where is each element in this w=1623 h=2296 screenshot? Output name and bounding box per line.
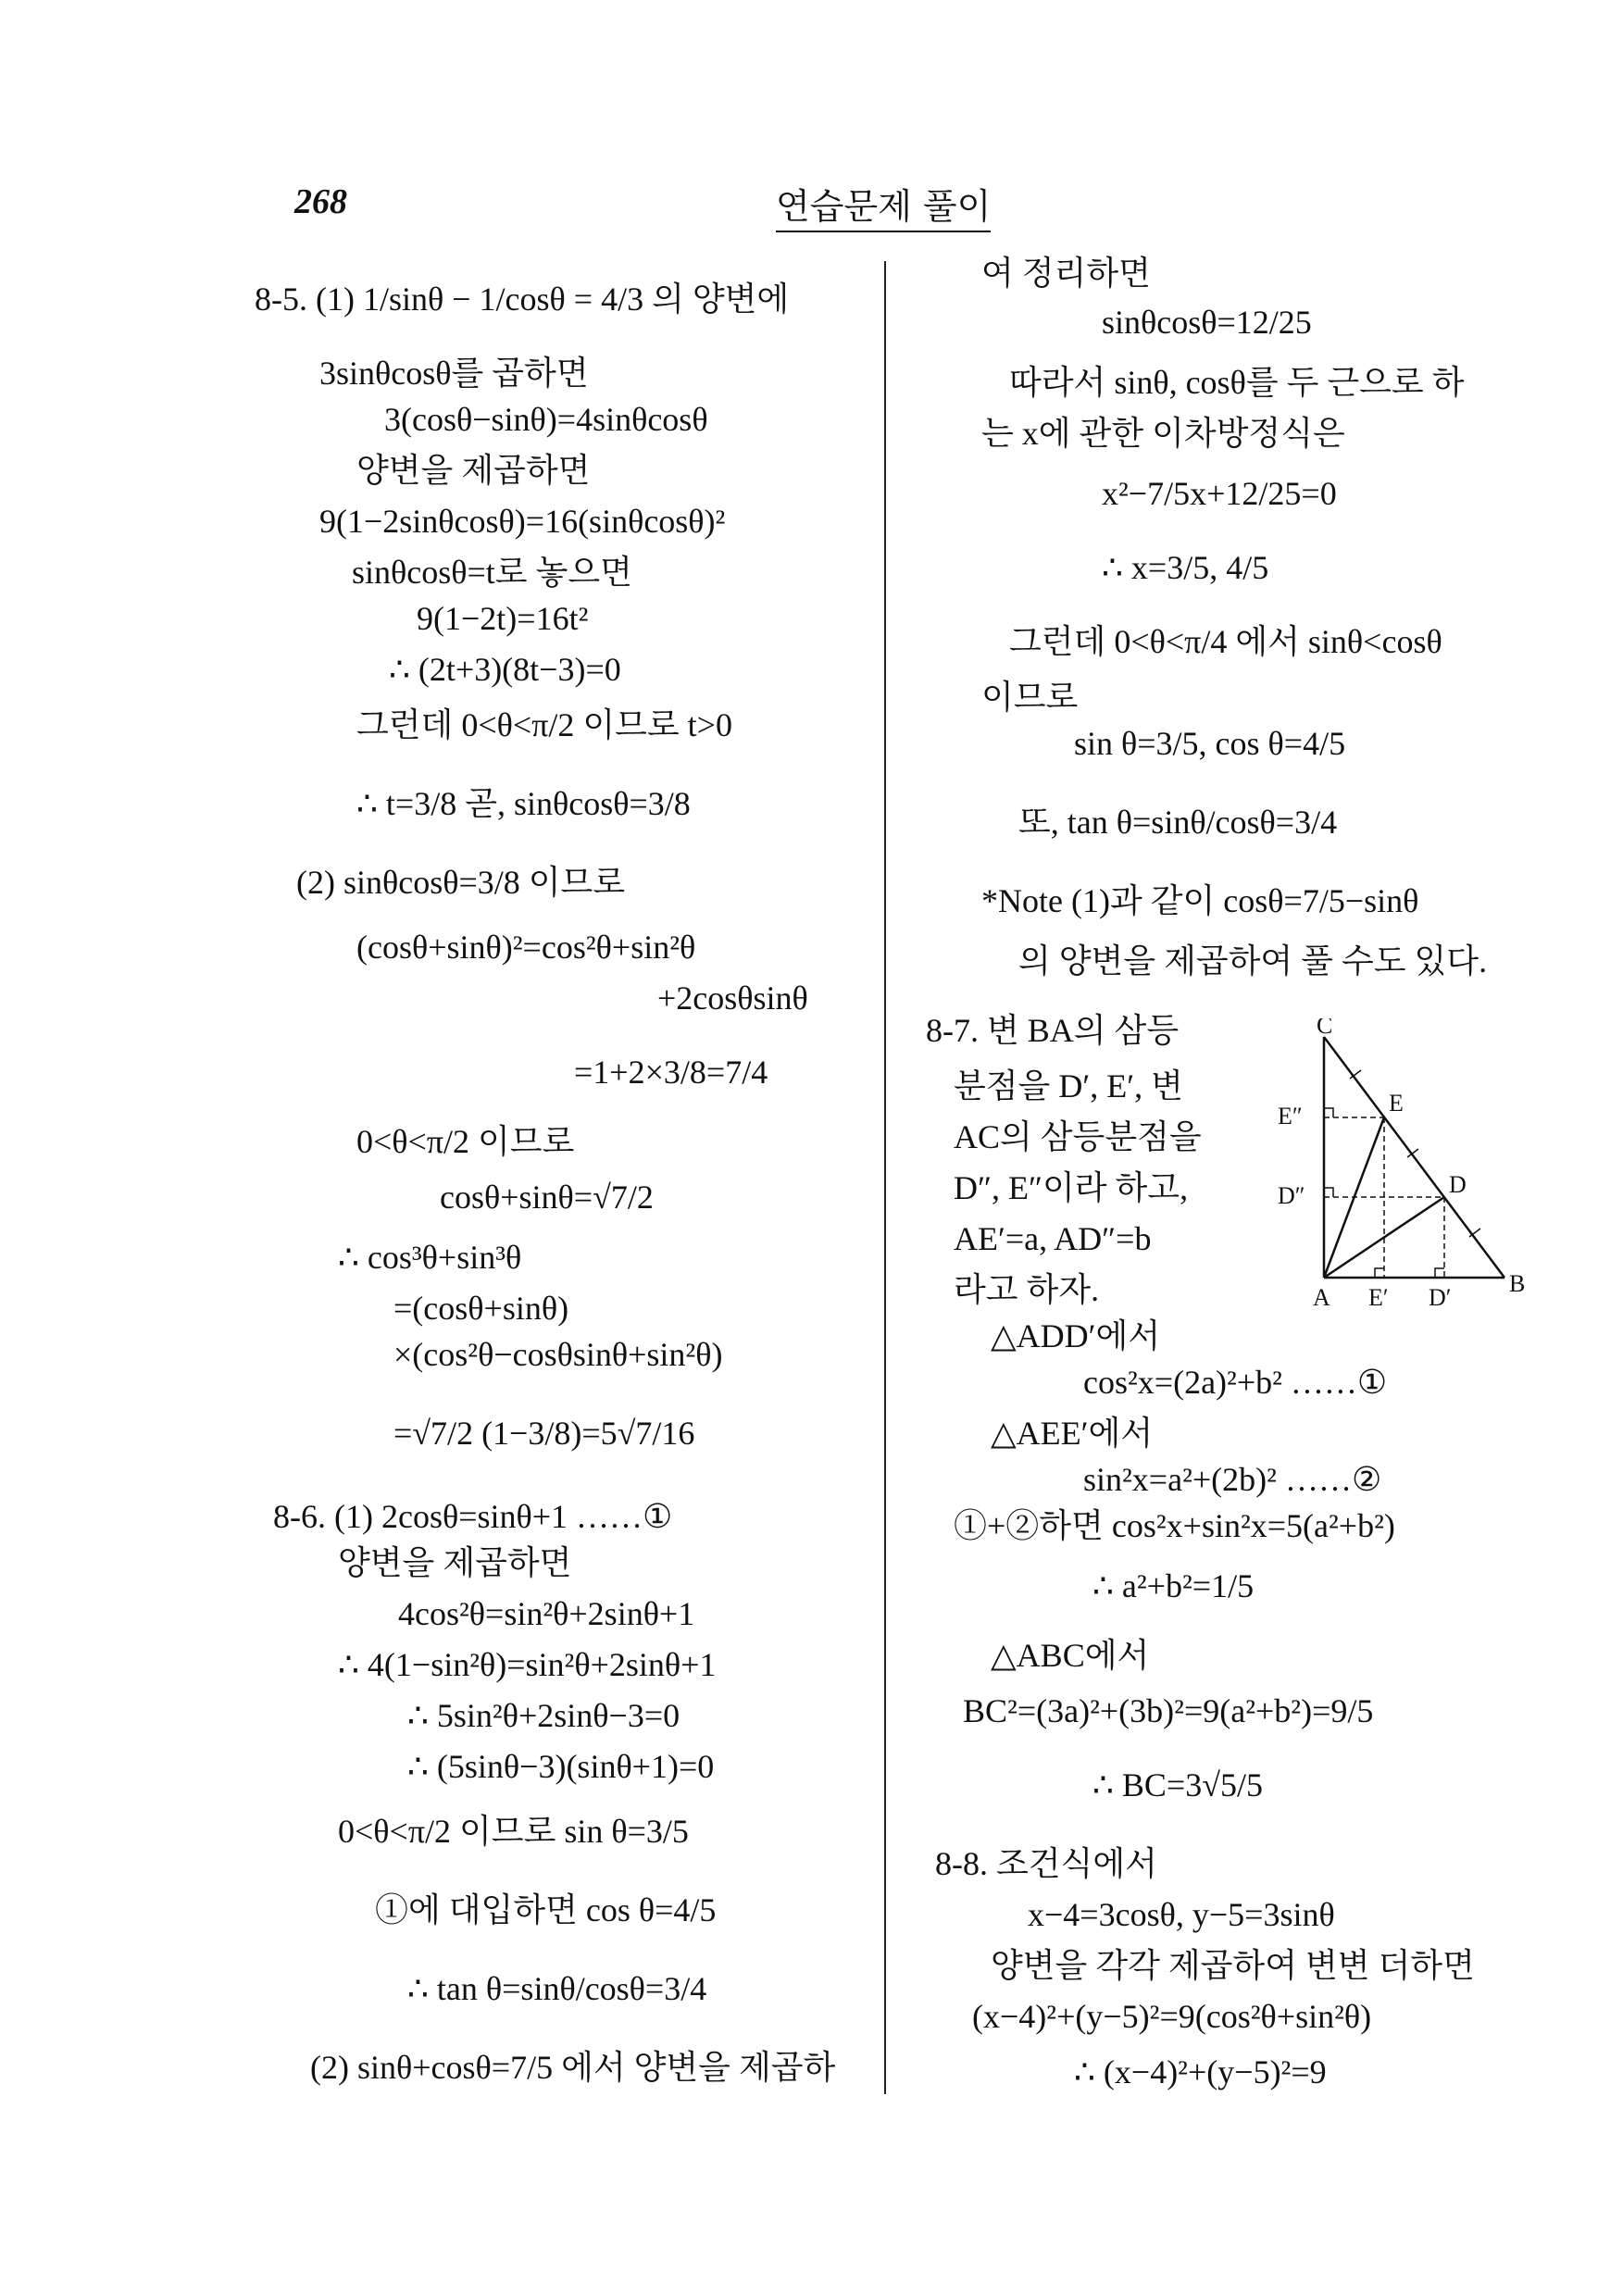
text-line: 0<θ<π/2 이므로 xyxy=(356,1123,575,1160)
text-line: 9(1−2sinθcosθ)=16(sinθcosθ)² xyxy=(319,503,726,540)
text-line: △ABC에서 xyxy=(991,1637,1150,1674)
text-line: (x−4)²+(y−5)²=9(cos²θ+sin²θ) xyxy=(972,1998,1372,2035)
text-line: ∴ (2t+3)(8t−3)=0 xyxy=(389,651,621,688)
text-line: 또, tan θ=sinθ/cosθ=3/4 xyxy=(1018,804,1338,841)
text-line: 양변을 제곱하면 xyxy=(356,452,591,489)
text-line: (2) sinθcosθ=3/8 이므로 xyxy=(296,864,626,901)
text-line: sin θ=3/5, cos θ=4/5 xyxy=(1074,725,1346,762)
text-line: 라고 하자. xyxy=(954,1271,1100,1308)
segment-ad xyxy=(1324,1197,1444,1278)
text-line: 9(1−2t)=16t² xyxy=(417,600,589,637)
text-line: cosθ+sinθ=√7/2 xyxy=(440,1179,654,1216)
text-line: =√7/2 (1−3/8)=5√7/16 xyxy=(393,1415,695,1452)
text-line: 3sinθcosθ를 곱하면 xyxy=(319,355,589,392)
text-line: ∴ (5sinθ−3)(sinθ+1)=0 xyxy=(407,1748,715,1785)
column-divider xyxy=(884,261,886,2094)
label-d: D xyxy=(1449,1171,1467,1198)
text-line: =1+2×3/8=7/4 xyxy=(574,1054,768,1091)
text-line: sin²x=a²+(2b)² ……② xyxy=(1083,1461,1382,1498)
triangle-figure xyxy=(1278,1018,1565,1315)
text-line: *Note (1)과 같이 cosθ=7/5−sinθ xyxy=(981,882,1419,919)
text-line: 이므로 xyxy=(981,679,1079,716)
text-line: AC의 삼등분점을 xyxy=(954,1118,1202,1155)
text-line: cos²x=(2a)²+b² ……① xyxy=(1083,1364,1388,1401)
text-line: ①+②하면 cos²x+sin²x=5(a²+b²) xyxy=(954,1507,1395,1544)
text-line: ∴ cos³θ+sin³θ xyxy=(338,1239,522,1276)
text-line: 8-5. (1) 1/sinθ − 1/cosθ = 4/3 의 양변에 xyxy=(255,281,790,318)
text-line: ∴ 4(1−sin²θ)=sin²θ+2sinθ+1 xyxy=(338,1646,717,1683)
text-line: 분점을 D′, E′, 변 xyxy=(954,1067,1183,1104)
text-line: 양변을 각각 제곱하여 변변 더하면 xyxy=(991,1947,1475,1984)
text-line: =(cosθ+sinθ) xyxy=(393,1290,569,1327)
label-a: A xyxy=(1313,1284,1330,1311)
text-line: 양변을 제곱하면 xyxy=(338,1544,572,1581)
text-line: x−4=3cosθ, y−5=3sinθ xyxy=(1028,1896,1335,1933)
text-line: 따라서 sinθ, cosθ를 두 근으로 하 xyxy=(1009,364,1465,401)
label-e1: E′ xyxy=(1368,1284,1389,1311)
label-c: C xyxy=(1317,1018,1333,1039)
text-line: ∴ tan θ=sinθ/cosθ=3/4 xyxy=(407,1970,707,2007)
text-line: (cosθ+sinθ)²=cos²θ+sin²θ xyxy=(356,929,696,966)
text-line: BC²=(3a)²+(3b)²=9(a²+b²)=9/5 xyxy=(963,1692,1374,1729)
text-line: x²−7/5x+12/25=0 xyxy=(1102,475,1337,512)
text-line: sinθcosθ=t로 놓으면 xyxy=(352,554,632,591)
text-line: 여 정리하면 xyxy=(981,255,1151,292)
label-d1: D′ xyxy=(1429,1284,1452,1311)
text-line: 는 x에 관한 이차방정식은 xyxy=(981,415,1345,452)
text-line: +2cosθsinθ xyxy=(657,980,808,1017)
label-e2: E″ xyxy=(1278,1103,1303,1129)
text-line: ×(cos²θ−cosθsinθ+sin²θ) xyxy=(393,1336,723,1373)
text-line: 3(cosθ−sinθ)=4sinθcosθ xyxy=(384,401,708,438)
text-line: 그런데 0<θ<π/2 이므로 t>0 xyxy=(356,706,732,743)
text-line: (2) sinθ+cosθ=7/5 에서 양변을 제곱하 xyxy=(310,2049,836,2086)
text-line: 4cos²θ=sin²θ+2sinθ+1 xyxy=(398,1595,695,1632)
page-number: 268 xyxy=(294,182,347,221)
page-header-title: 연습문제 풀이 xyxy=(776,178,991,232)
text-line: ∴ t=3/8 곧, sinθcosθ=3/8 xyxy=(356,785,691,822)
label-b: B xyxy=(1509,1270,1526,1297)
text-line: 8-8. 조건식에서 xyxy=(935,1845,1157,1882)
label-d2: D″ xyxy=(1278,1182,1305,1209)
text-line: 8-7. 변 BA의 삼등 xyxy=(926,1012,1180,1049)
text-line: AE′=a, AD″=b xyxy=(954,1220,1152,1257)
text-line: ①에 대입하면 cos θ=4/5 xyxy=(375,1891,717,1928)
text-line: △AEE′에서 xyxy=(991,1415,1154,1452)
edge-cb xyxy=(1324,1037,1504,1278)
text-line: ∴ x=3/5, 4/5 xyxy=(1102,549,1269,586)
text-line: sinθcosθ=12/25 xyxy=(1102,304,1312,341)
text-line: ∴ (x−4)²+(y−5)²=9 xyxy=(1074,2053,1327,2090)
text-line: D″, E″이라 하고, xyxy=(954,1169,1189,1206)
label-e: E xyxy=(1389,1090,1404,1117)
text-line: 그런데 0<θ<π/4 에서 sinθ<cosθ xyxy=(1009,623,1442,660)
text-line: 0<θ<π/2 이므로 sin θ=3/5 xyxy=(338,1813,689,1850)
text-line: ∴ 5sin²θ+2sinθ−3=0 xyxy=(407,1697,680,1734)
text-line: ∴ a²+b²=1/5 xyxy=(1092,1567,1255,1604)
text-line: ∴ BC=3√5/5 xyxy=(1092,1766,1263,1803)
text-line: △ADD′에서 xyxy=(991,1317,1161,1354)
text-line: 의 양변을 제곱하여 풀 수도 있다. xyxy=(1018,942,1488,980)
text-line: 8-6. (1) 2cosθ=sinθ+1 ……① xyxy=(273,1498,673,1535)
